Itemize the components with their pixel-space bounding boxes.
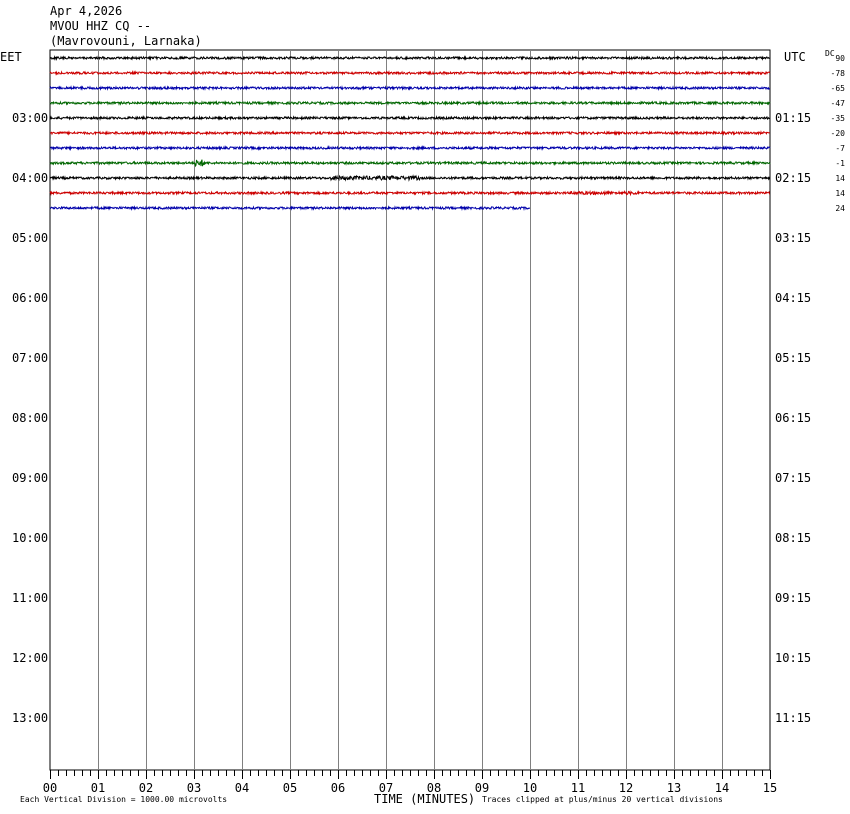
trace-row <box>50 176 770 180</box>
trace-row <box>50 160 770 166</box>
date-label: Apr 4,2026 <box>50 4 123 18</box>
trace-row <box>50 102 770 104</box>
hour-label-right: 11:15 <box>775 711 812 725</box>
x-tick-label: 00 <box>42 781 58 795</box>
hour-label-right: 06:15 <box>775 411 812 425</box>
dc-value: 24 <box>835 204 845 213</box>
hour-label-left: 13:00 <box>12 711 49 725</box>
left-timezone-label: EET <box>0 50 22 64</box>
x-tick-label: 01 <box>90 781 106 795</box>
x-tick-label: 03 <box>186 781 202 795</box>
hour-label-right: 04:15 <box>775 291 812 305</box>
trace-row <box>50 87 770 89</box>
trace-row <box>50 117 770 119</box>
clip-note: Traces clipped at plus/minus 20 vertical divisions <box>482 795 723 804</box>
hour-label-right: 05:15 <box>775 351 812 365</box>
trace-row <box>50 191 770 194</box>
hour-label-right: 10:15 <box>775 651 812 665</box>
x-tick-label: 09 <box>474 781 490 795</box>
x-tick-label: 06 <box>330 781 346 795</box>
trace-row <box>50 57 770 59</box>
hour-label-right: 09:15 <box>775 591 812 605</box>
hour-label-left: 04:00 <box>12 171 49 185</box>
location-label: (Mavrovouni, Larnaka) <box>50 34 202 48</box>
x-tick-label: 11 <box>570 781 586 795</box>
x-tick-label: 12 <box>618 781 634 795</box>
hour-label-left: 09:00 <box>12 471 49 485</box>
trace-row <box>50 72 770 74</box>
dc-value: 90 <box>835 54 845 63</box>
x-tick-label: 13 <box>666 781 682 795</box>
hour-label-left: 06:00 <box>12 291 49 305</box>
dc-value: -78 <box>830 69 845 78</box>
hour-label-left: 10:00 <box>12 531 49 545</box>
x-tick-label: 04 <box>234 781 250 795</box>
x-tick-label: 08 <box>426 781 442 795</box>
hour-label-left: 11:00 <box>12 591 49 605</box>
x-tick-label: 15 <box>762 781 778 795</box>
dc-value: -47 <box>830 99 845 108</box>
dc-value: -20 <box>830 129 845 138</box>
hour-label-right: 01:15 <box>775 111 812 125</box>
dc-value: -35 <box>830 114 845 123</box>
hour-label-right: 03:15 <box>775 231 812 245</box>
dc-value: -1 <box>835 159 845 168</box>
right-timezone-label: UTC <box>784 50 806 64</box>
hour-label-left: 08:00 <box>12 411 49 425</box>
dc-value: -65 <box>830 84 845 93</box>
time-labels <box>12 54 845 725</box>
dc-label: DC <box>825 49 835 58</box>
hour-label-left: 05:00 <box>12 231 49 245</box>
dc-value: 14 <box>835 189 845 198</box>
grid <box>50 50 770 770</box>
trace-row <box>50 132 770 134</box>
scale-note: Each Vertical Division = 1000.00 microvolts <box>20 795 228 804</box>
x-tick-label: 02 <box>138 781 154 795</box>
hour-label-right: 08:15 <box>775 531 812 545</box>
hour-label-left: 07:00 <box>12 351 49 365</box>
traces <box>50 57 770 209</box>
x-tick-label: 07 <box>378 781 394 795</box>
x-axis-title: TIME (MINUTES) <box>374 792 476 806</box>
dc-value: 14 <box>835 174 845 183</box>
x-tick-label: 10 <box>522 781 538 795</box>
hour-label-left: 03:00 <box>12 111 49 125</box>
hour-label-left: 12:00 <box>12 651 49 665</box>
dc-value: -7 <box>835 144 845 153</box>
hour-label-right: 02:15 <box>775 171 812 185</box>
plot-frame <box>50 50 770 770</box>
hour-label-right: 07:15 <box>775 471 812 485</box>
channel-label: MVOU HHZ CQ -- <box>50 19 152 33</box>
x-tick-label: 14 <box>714 781 730 795</box>
trace-row <box>50 147 770 149</box>
x-tick-label: 05 <box>282 781 298 795</box>
